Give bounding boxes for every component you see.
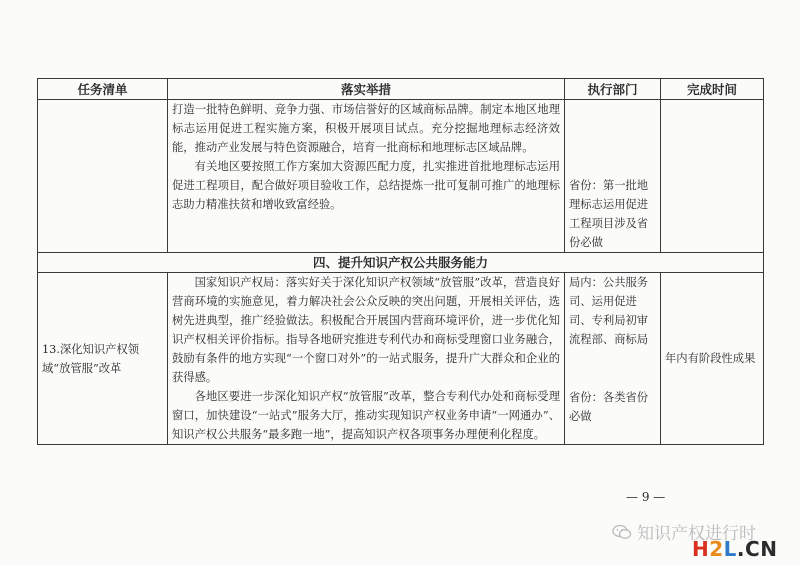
measure-paragraph: 有关地区要按照工作方案加大资源匹配力度，扎实推进首批地理标志运用促进工程项目，配合做好项目验收工作，总结提炼一批可复制可推广的地理标志助力精准扶贫和增收致富经验。	[172, 160, 560, 211]
section-row	[38, 253, 764, 273]
section-title: 四、提升知识产权公共服务能力	[38, 253, 764, 273]
watermark-text: 知识产权进行时	[637, 524, 756, 544]
task-table	[37, 78, 764, 445]
header-task-list: 任务清单	[38, 79, 168, 100]
site-logo	[692, 537, 777, 561]
department-text: 省份：第一批地理标志运用促进工程项目涉及省份必做	[569, 179, 649, 249]
page-number: — 9 —	[626, 490, 666, 504]
measure-paragraph: 打造一批特色鲜明、竞争力强、市场信誉好的区域商标品牌。制定本地区地理标志运用促进工程实施方案，积极开展项目试点。充分挖掘地理标志经济效能，推动产业发展与特色资源融合，培育一批商标和地理标志区域品牌。	[172, 103, 560, 154]
department-cell	[565, 100, 661, 253]
task-name-cell: 13.深化知识产权领域“放管服”改革	[38, 273, 168, 445]
wechat-icon	[612, 524, 632, 540]
table-row	[38, 273, 764, 445]
logo-letter-l: L	[723, 537, 737, 561]
department-text-provinces: 省份：各类省份必做	[569, 391, 649, 423]
measure-paragraph: 国家知识产权局：落实好关于深化知识产权领域“放管服”改革，营造良好营商环境的实施意见，着力解决社会公众反映的突出问题，开展相关评估，选树先进典型，推广经验做法。积极配合开展国内营商环境评价，进一步优化知识产权相关评价指标。指导各地研究推进专利代办和商标受理窗口业务融合，鼓励有条件的地方实现“一个窗口对外”的一站式服务，提升广大群众和企业的获得感。	[172, 276, 560, 384]
task-cell-empty	[38, 100, 168, 253]
measure-paragraph: 各地区要进一步深化知识产权“放管服”改革，整合专利代办处和商标受理窗口，加快建设“一站式”服务大厅，推动实现知识产权业务申请“一网通办”、知识产权公共服务“最多跑一地”，提高知识产权各项事务办理便利化程度。	[172, 390, 560, 441]
header-measures: 落实举措	[168, 79, 565, 100]
completion-time-cell: 年内有阶段性成果	[661, 273, 764, 445]
logo-letter-h: H	[692, 537, 710, 561]
table-header-row	[38, 79, 764, 100]
department-cell	[565, 273, 661, 445]
department-text-bureau: 局内：公共服务司、运用促进司、专利局初审流程部、商标局	[569, 276, 649, 346]
logo-domain: .CN	[736, 537, 778, 561]
header-department: 执行部门	[565, 79, 661, 100]
logo-digit-2: 2	[709, 537, 724, 561]
time-cell-empty	[661, 100, 764, 253]
measures-cell	[168, 100, 565, 253]
table-row	[38, 100, 764, 253]
measures-cell	[168, 273, 565, 445]
header-completion-time: 完成时间	[661, 79, 764, 100]
